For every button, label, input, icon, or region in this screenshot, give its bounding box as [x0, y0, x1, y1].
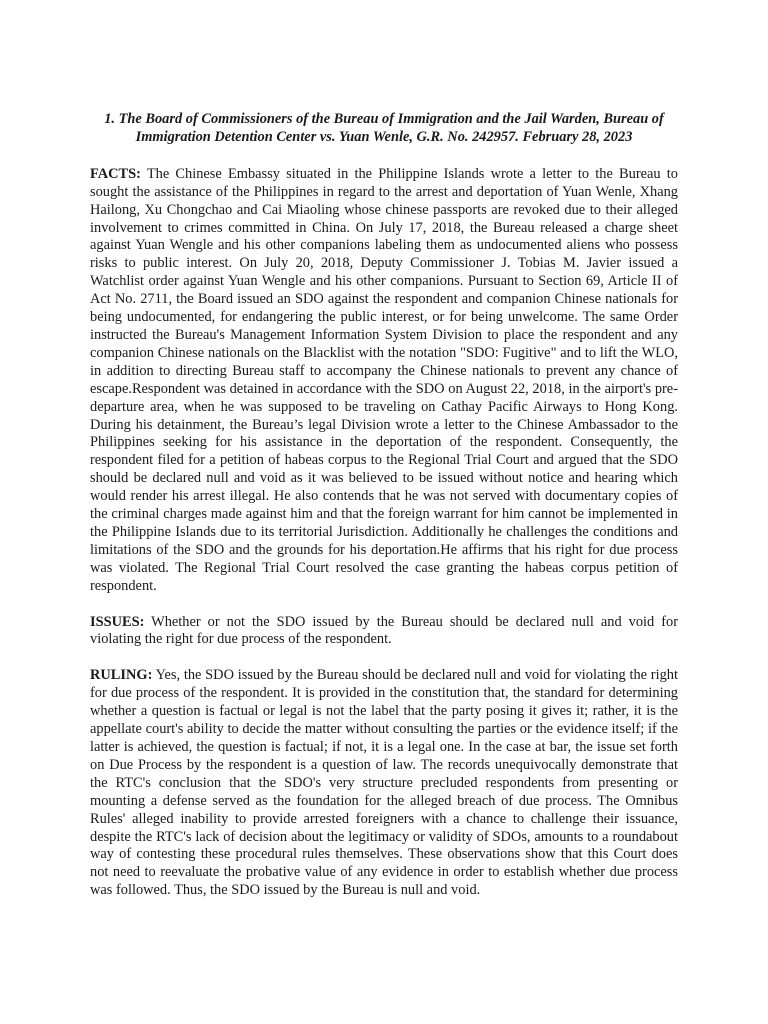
issues-label: ISSUES:: [90, 613, 145, 630]
ruling-paragraph: [90, 667, 678, 900]
ruling-text: Yes, the SDO issued by the Bureau should be declared null and void for violating the right for due process of the respondent. It is provided in the constitution that, the standard for determining whether a question is factual or legal is not the label that the party posing it gives it; rather, it is the appellate court's ability to decide the matter without consulting the parties or the evidence itself; if the latter is achieved, the question is factual; if not, it is a legal one. In the case at bar, the issue set forth on Due Process by the respondent is a question of law. The records unequivocally demonstrate that the RTC's conclusion that the SDO's very structure precluded respondents from presenting or mounting a defense served as the foundation for the alleged breach of due process. The Omnibus Rules' alleged inability to provide arrested foreigners with a chance to challenge their issuance, despite the RTC's lack of decision about the legitimacy or validity of SDOs, amounts to a roundabout way of contesting these procedural rules themselves. These observations show that this Court does not need to reevaluate the probative value of any evidence in order to establish whether due process was followed. Thus, the SDO issued by the Bureau is null and void.: [90, 667, 678, 899]
issues-paragraph: [90, 614, 678, 650]
facts-paragraph: [90, 166, 678, 596]
facts-label: FACTS:: [90, 165, 141, 182]
ruling-label: RULING:: [90, 667, 153, 684]
document-page: [90, 111, 678, 918]
issues-text: Whether or not the SDO issued by the Bureau should be declared null and void for violating the right for due process of the respondent.: [90, 613, 678, 648]
facts-text: The Chinese Embassy situated in the Philippine Islands wrote a letter to the Bureau to sought the assistance of the Philippines in regard to the arrest and deportation of Yuan Wenle, Xhang Hailong, Xu Chongchao and Cai Miaoling whose chinese passports are revoked due to their alleged involvement to crimes committed in China. On July 17, 2018, the Bureau released a charge sheet against Yuan Wengle and his other companions labeling them as undocumented aliens who possess risks to public interest. On July 20, 2018, Deputy Commissioner J. Tobias M. Javier issued a Watchlist order against Yuan Wengle and his other companions. Pursuant to Section 69, Article II of Act No. 2711, the Board issued an SDO against the respondent and companion Chinese nationals for being undocumented, for endangering the public interest, or for being unwelcome. The same Order instructed the Bureau's Management Information System Division to place the respondent and any companion Chinese nationals on the Blacklist with the notation "SDO: Fugitive" and to lift the WLO, in addition to directing Bureau staff to accompany the Chinese nationals to prevent any chance of escape.Respondent was detained in accordance with the SDO on August 22, 2018, in the airport's pre-departure area, when he was supposed to be traveling on Cathay Pacific Airways to Hong Kong. During his detainment, the Bureau’s legal Division wrote a letter to the Chinese Ambassador to the Philippines seeking for his assistance in the deportation of the respondent. Consequently, the respondent filed for a petition of habeas corpus to the Regional Trial Court and argued that the SDO should be declared null and void as it was believed to be issued without notice and hearing which would render his arrest illegal. He also contends that he was not served with documentary copies of the criminal charges made against him and that the foreign warrant for him cannot be implemented in the Philippine Islands due to its territorial Jurisdiction. Additionally he challenges the conditions and limitations of the SDO and the grounds for his deportation.He affirms that his right for due process was violated. The Regional Trial Court resolved the case granting the habeas corpus petition of respondent.: [90, 165, 678, 594]
case-title: 1. The Board of Commissioners of the Bureau of Immigration and the Jail Warden, Bureau of Immigration Detention Center vs. Yuan Wenle, G.R. No. 242957. February 28, 2023: [104, 111, 664, 145]
